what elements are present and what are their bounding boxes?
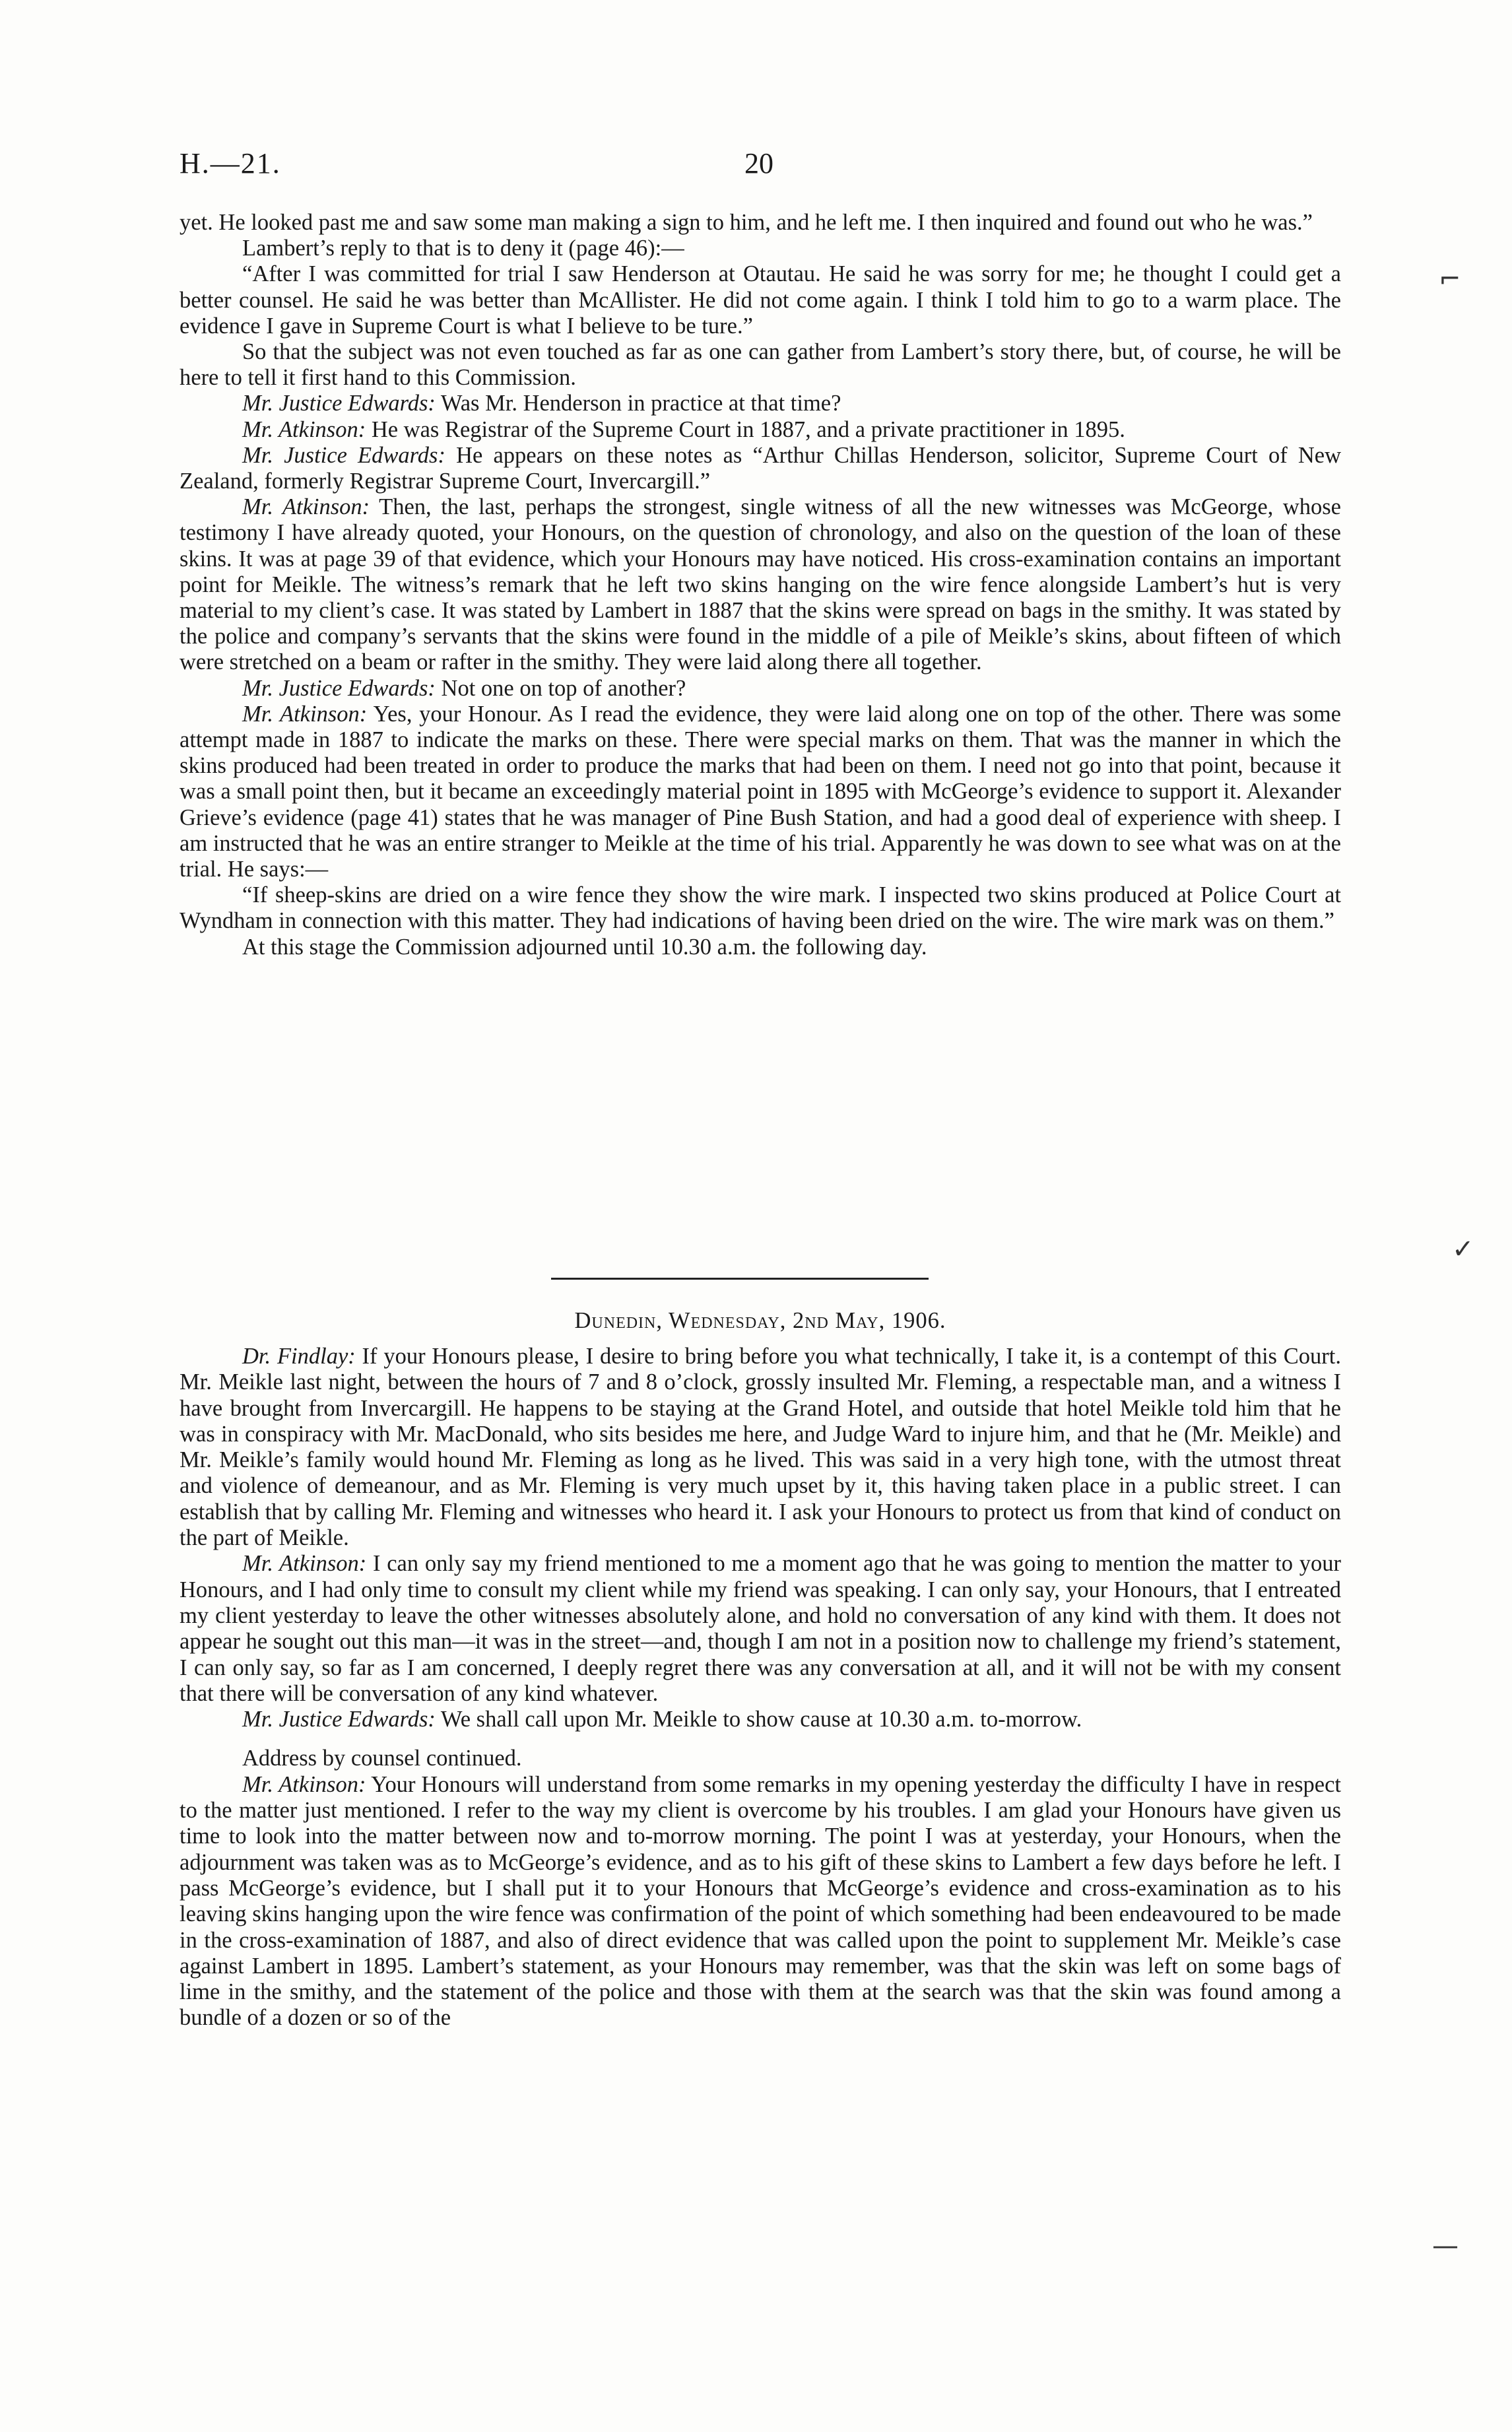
speaker-name: Mr. Atkinson: [242,1771,366,1797]
paragraph: Address by counsel continued. [242,1746,522,1771]
speaker-paragraph [180,391,1341,416]
speaker-name: Mr. Atkinson: [242,701,368,727]
speaker-paragraph [180,417,1341,443]
body-section-1 [180,210,1341,960]
speaker-name: Mr. Justice Edwards: [242,391,436,416]
speaker-paragraph [180,676,1341,702]
speech-text: He appears on these notes as “Arthur Chillas Henderson, solicitor, Supreme Court of New Zealand, formerly Registrar Supreme Court, Invercargill.” [180,442,1341,494]
speaker-paragraph [180,1344,1341,1551]
page-number: 20 [744,147,773,180]
paragraph-gap [180,1732,1341,1746]
dateline: Dunedin, Wednesday, 2nd May, 1906. [574,1308,946,1333]
speech-text: Yes, your Honour. As I read the evidence, they were laid along one on top of the other. There was some attempt made in 1887 to indicate the marks on these. There were special marks on them. That was the manner in which the skins produced had been treated in order to produce the marks that had been on them. I need not go into that point, because it was a small point then, but it became an exceedingly material point in 1895 with McGeorge’s evidence to support it. Alexander Grieve’s evidence (page 41) states that he was manager of Pine Bush Station, and had a good deal of experience with sheep. I am instructed that he was an entire stranger to Meikle at the time of his trial. Apparently he was down to see what was on at the trial. He says:— [180,701,1341,882]
speech-text: If your Honours please, I desire to bring before you what technically, I take it, is a contempt of this Court. Mr. Meikle last night, between the hours of 7 and 8 o’clock, grossly insulted Mr. Fleming, a respectable man, and a witness I have brought from Invercargill. He happens to be staying at the Grand Hotel, and outside that hotel Meikle told him that he was in conspiracy with Mr. MacDonald, who sits besides me here, and Judge Ward to injure him, and that he (Mr. Meikle) and Mr. Meikle’s family would hound Mr. Fleming as long as he lived. This was said in a very high tone, with the utmost threat and violence of demeanour, and as Mr. Fleming is very much upset by it, this having taken place in a public street. I can establish that by calling Mr. Fleming and witnesses who heard it. I ask your Honours to protect us from that kind of conduct on the part of Meikle. [180,1344,1341,1551]
speaker-paragraph [180,494,1341,675]
speaker-paragraph [180,1551,1341,1707]
speaker-name: Dr. Findlay: [242,1344,356,1369]
margin-mark: ✓ [1452,1234,1474,1265]
margin-mark: ⌐ [1439,264,1461,294]
section-divider [551,1278,929,1280]
speech-text: He was Registrar of the Supreme Court in 1887, and a private practitioner in 1895. [366,416,1125,442]
speaker-paragraph [180,1772,1341,2031]
speaker-paragraph [180,702,1341,882]
speech-text: We shall call upon Mr. Meikle to show cause at 10.30 a.m. to-morrow. [435,1707,1082,1732]
quoted-evidence: “If sheep-skins are dried on a wire fence they show the wire mark. I inspected two skins produced at Police Court at Wyndham in connection with this matter. They had indications of having been dried on the wire. The wire mark was on them.” [180,882,1341,934]
paragraph: yet. He looked past me and saw some man making a sign to him, and he left me. I then inquired and found out who he was.” [180,210,1313,235]
speaker-name: Mr. Atkinson: [242,416,366,442]
speech-text: I can only say my friend mentioned to me a moment ago that he was going to mention the matter to your Honours, and I had only time to consult my client while my friend was speaking. I can only say, your Honours, that I entreated my client yesterday to leave the other witnesses absolutely alone, and hold no conversation of any kind with them. It does not appear he sought out this man—it was in the street—and, though I am not in a position now to challenge my friend’s statement, I can only say, so far as I am concerned, I deeply regret there was any conversation at all, and it will not be with my consent that there will be conversation of any kind whatever. [180,1551,1341,1706]
speaker-name: Mr. Justice Edwards: [242,675,436,701]
margin-mark: — [1432,2231,1459,2261]
speaker-paragraph [180,1707,1341,1732]
speaker-name: Mr. Justice Edwards: [242,1707,436,1732]
speaker-name: Mr. Justice Edwards: [242,442,445,468]
speaker-paragraph [180,443,1341,494]
speech-text: Was Mr. Henderson in practice at that time? [435,391,841,416]
speech-text: Then, the last, perhaps the strongest, single witness of all the new witnesses was McGeorge, whose testimony I have already quoted, your Honours, on the question of chronology, and also on the question of the loan of these skins. It was at page 39 of that evidence, which your Honours may have noticed. His cross-examination contains an important point for Meikle. The witness’s remark that he left two skins hanging on the wire fence alongside Lambert’s hut is very material to my client’s case. It was stated by Lambert in 1887 that the skins were spread on bags in the smithy. It was stated by the police and company’s servants that the skins were found in the middle of a pile of Meikle’s skins, about fifteen of which were stretched on a beam or rafter in the smithy. They were laid along there all together. [180,494,1341,675]
document-code: H.—21. [180,147,281,180]
paragraph: Lambert’s reply to that is to deny it (page 46):— [242,236,684,261]
body-section-2 [180,1344,1341,2031]
speaker-name: Mr. Atkinson: [242,494,370,520]
paragraph: At this stage the Commission adjourned until 10.30 a.m. the following day. [242,934,927,960]
quoted-evidence: “After I was committed for trial I saw Henderson at Otautau. He said he was sorry for me; he thought I could get a better counsel. He said he was better than McAllister. He did not come again. I think I told him to go to a warm place. The evidence I gave in Supreme Court is what I believe to be ture.” [180,261,1341,339]
paragraph: So that the subject was not even touched as far as one can gather from Lambert’s story there, but, of course, he will be here to tell it first hand to this Commission. [180,339,1341,391]
speech-text: Your Honours will understand from some remarks in my opening yesterday the difficulty I have in respect to the matter just mentioned. I refer to the way my client is overcome by his troubles. I am glad your Honours have given us time to look into the matter between now and to-morrow morning. The point I was at yesterday, your Honours, when the adjournment was taken was as to McGeorge’s evidence, and as to his gift of these skins to Lambert a few days before he left. I pass McGeorge’s evidence, but I shall put it to your Honours that McGeorge’s evidence and cross-examination as to his leaving skins hanging upon the wire fence was confirmation of the point of which something had been endeavoured to be made in the cross-examination of 1887, and also of direct evidence that was called upon the point to supplement Mr. Meikle’s case against Lambert in 1895. Lambert’s statement, as your Honours may remember, was that the skin was left on some bags of lime in the smithy, and the statement of the police and those with them at the search was that the skin was found among a bundle of a dozen or so of the [180,1771,1341,2031]
speaker-name: Mr. Atkinson: [242,1551,367,1577]
speech-text: Not one on top of another? [435,675,686,701]
